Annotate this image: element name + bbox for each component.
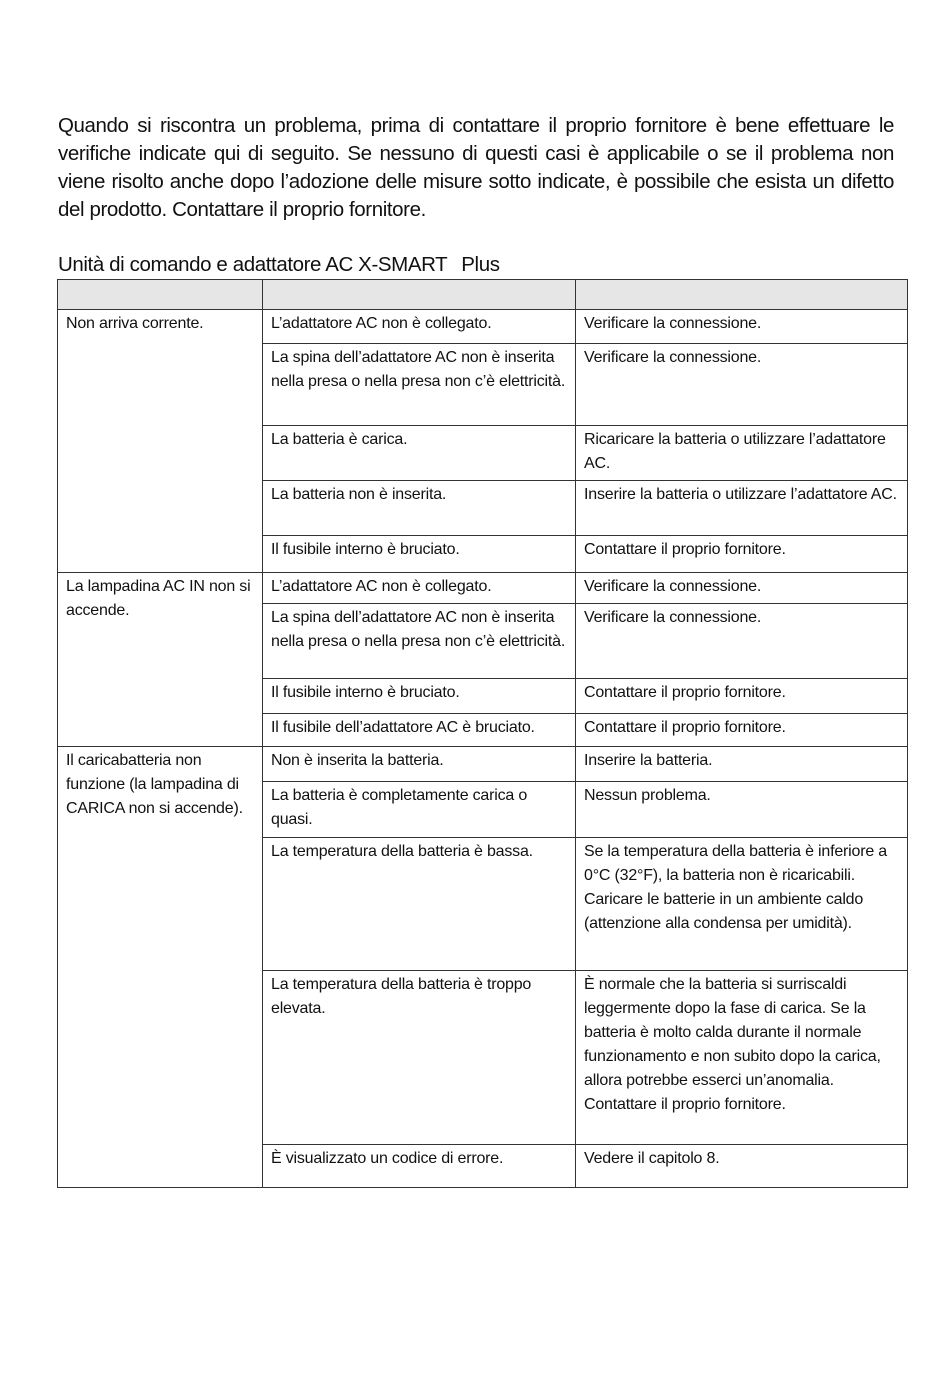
remedy-cell: Nessun problema. [576,782,908,838]
table-row [58,573,908,604]
cause-cell: Il fusibile interno è bruciato. [263,536,576,573]
cause-cell: L’adattatore AC non è collegato. [263,573,576,604]
section-subtitle [58,252,500,278]
remedy-cell: Verificare la connessione. [576,573,908,604]
intro-paragraph: Quando si riscontra un problema, prima di contattare il proprio fornitore è bene effettuare le verifiche indicate qui di seguito. Se nessuno di questi casi è applicabile o se il problema non viene risolto anche dopo l’adozione delle misure sotto indicate, è possibile che esista un difetto del prodotto. Contattare il proprio fornitore. [58,114,894,221]
troubleshooting-table [57,279,908,1188]
remedy-cell: Verificare la connessione. [576,604,908,679]
remedy-cell: È normale che la batteria si surriscaldi leggermente dopo la fase di carica. Se la batteria è molto calda durante il normale funzionamento e non subito dopo la carica, allora potrebbe esserci un’anomalia. Contattare il proprio fornitore. [576,971,908,1145]
symptom-cell: Non arriva corrente. [58,310,263,573]
symptom-cell: La lampadina AC IN non si accende. [58,573,263,747]
cause-cell: La spina dell’adattatore AC non è inserita nella presa o nella presa non c’è elettricità. [263,604,576,679]
table-row [58,310,908,344]
symptom-cell: Il caricabatteria non funzione (la lampadina di CARICA non si accende). [58,747,263,1188]
cause-cell: La temperatura della batteria è bassa. [263,838,576,971]
cause-cell: È visualizzato un codice di errore. [263,1145,576,1188]
cause-cell: La batteria è completamente carica o quasi. [263,782,576,838]
remedy-cell: Contattare il proprio fornitore. [576,536,908,573]
remedy-cell: Verificare la connessione. [576,344,908,426]
subtitle-suffix: Plus [461,253,500,276]
remedy-cell: Ricaricare la batteria o utilizzare l’adattatore AC. [576,426,908,481]
table-header-row [58,280,908,310]
remedy-cell: Inserire la batteria o utilizzare l’adattatore AC. [576,481,908,536]
cause-cell: Il fusibile interno è bruciato. [263,679,576,714]
remedy-cell: Contattare il proprio fornitore. [576,679,908,714]
header-symptom [58,280,263,310]
remedy-cell: Se la temperatura della batteria è inferiore a 0°C (32°F), la batteria non è ricaricabili. Caricare le batterie in un ambiente caldo (attenzione alla condensa per umidità). [576,838,908,971]
header-remedy [576,280,908,310]
cause-cell: Non è inserita la batteria. [263,747,576,782]
remedy-cell: Contattare il proprio fornitore. [576,714,908,747]
cause-cell: L’adattatore AC non è collegato. [263,310,576,344]
subtitle-main: Unità di comando e adattatore AC X-SMART [58,253,448,276]
remedy-cell: Vedere il capitolo 8. [576,1145,908,1188]
cause-cell: Il fusibile dell’adattatore AC è bruciato. [263,714,576,747]
header-cause [263,280,576,310]
cause-cell: La batteria non è inserita. [263,481,576,536]
remedy-cell: Verificare la connessione. [576,310,908,344]
cause-cell: La temperatura della batteria è troppo elevata. [263,971,576,1145]
table-row [58,747,908,782]
cause-cell: La batteria è carica. [263,426,576,481]
cause-cell: La spina dell’adattatore AC non è inserita nella presa o nella presa non c’è elettricità. [263,344,576,426]
remedy-cell: Inserire la batteria. [576,747,908,782]
